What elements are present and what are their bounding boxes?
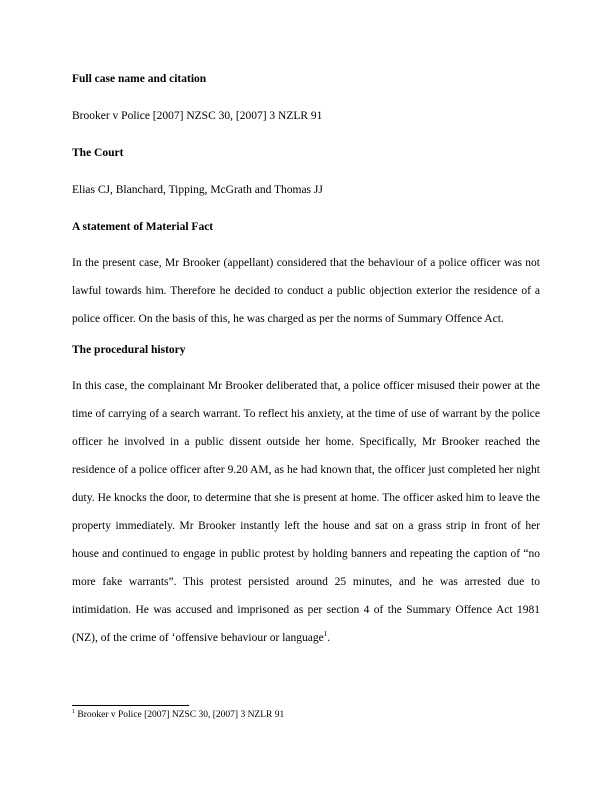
procedural-history-trailing: .: [327, 632, 331, 644]
court-judges-text: Elias CJ, Blanchard, Tipping, McGrath and Thomas JJ: [72, 184, 323, 196]
heading-case-name: Full case name and citation: [72, 73, 207, 85]
material-fact-paragraph: In the present case, Mr Brooker (appellant) considered that the behaviour of a police officer was not lawful towards him. Therefore he decided to conduct a public objection exterior the residence of a police officer. On the basis of this, he was charged as per the norms of Summary Offence Act.: [72, 257, 540, 325]
footnote-separator: [72, 705, 189, 706]
procedural-history-text: In this case, the complainant Mr Brooker deliberated that, a police officer misused their power at the time of carrying of a search warrant. To reflect his anxiety, at the time of use of warrant by the police officer he involved in a public dissent outside her home. Specifically, Mr Brooker reached the residence of a police officer after 9.20 AM, as he had known that, the officer just completed her night duty. He knocks the door, to determine that she is present at home. The officer asked him to leave the property immediately. Mr Brooker instantly left the house and sat on a grass strip in front of her house and continued to engage in public protest by holding banners and repeating the caption of “no more fake warrants”. This protest persisted around 25 minutes, and he was arrested due to intimidation. He was accused and imprisoned as per section 4 of the Summary Offence Act 1981 (NZ), of the crime of ‘offensive behaviour or language: [72, 380, 540, 644]
heading-material-fact: A statement of Material Fact: [72, 221, 214, 233]
procedural-history-paragraph: [72, 372, 540, 652]
footnote-text: Brooker v Police [2007] NZSC 30, [2007] 3 NZLR 91: [75, 710, 285, 720]
heading-procedural-history: The procedural history: [72, 344, 186, 356]
case-citation-text: Brooker v Police [2007] NZSC 30, [2007] 3 NZLR 91: [72, 110, 323, 122]
footnote-reference[interactable]: 1: [323, 630, 328, 639]
heading-court: The Court: [72, 147, 124, 159]
document-body: [72, 71, 540, 652]
footnote: [72, 709, 540, 721]
footnote-number: 1: [72, 708, 75, 715]
